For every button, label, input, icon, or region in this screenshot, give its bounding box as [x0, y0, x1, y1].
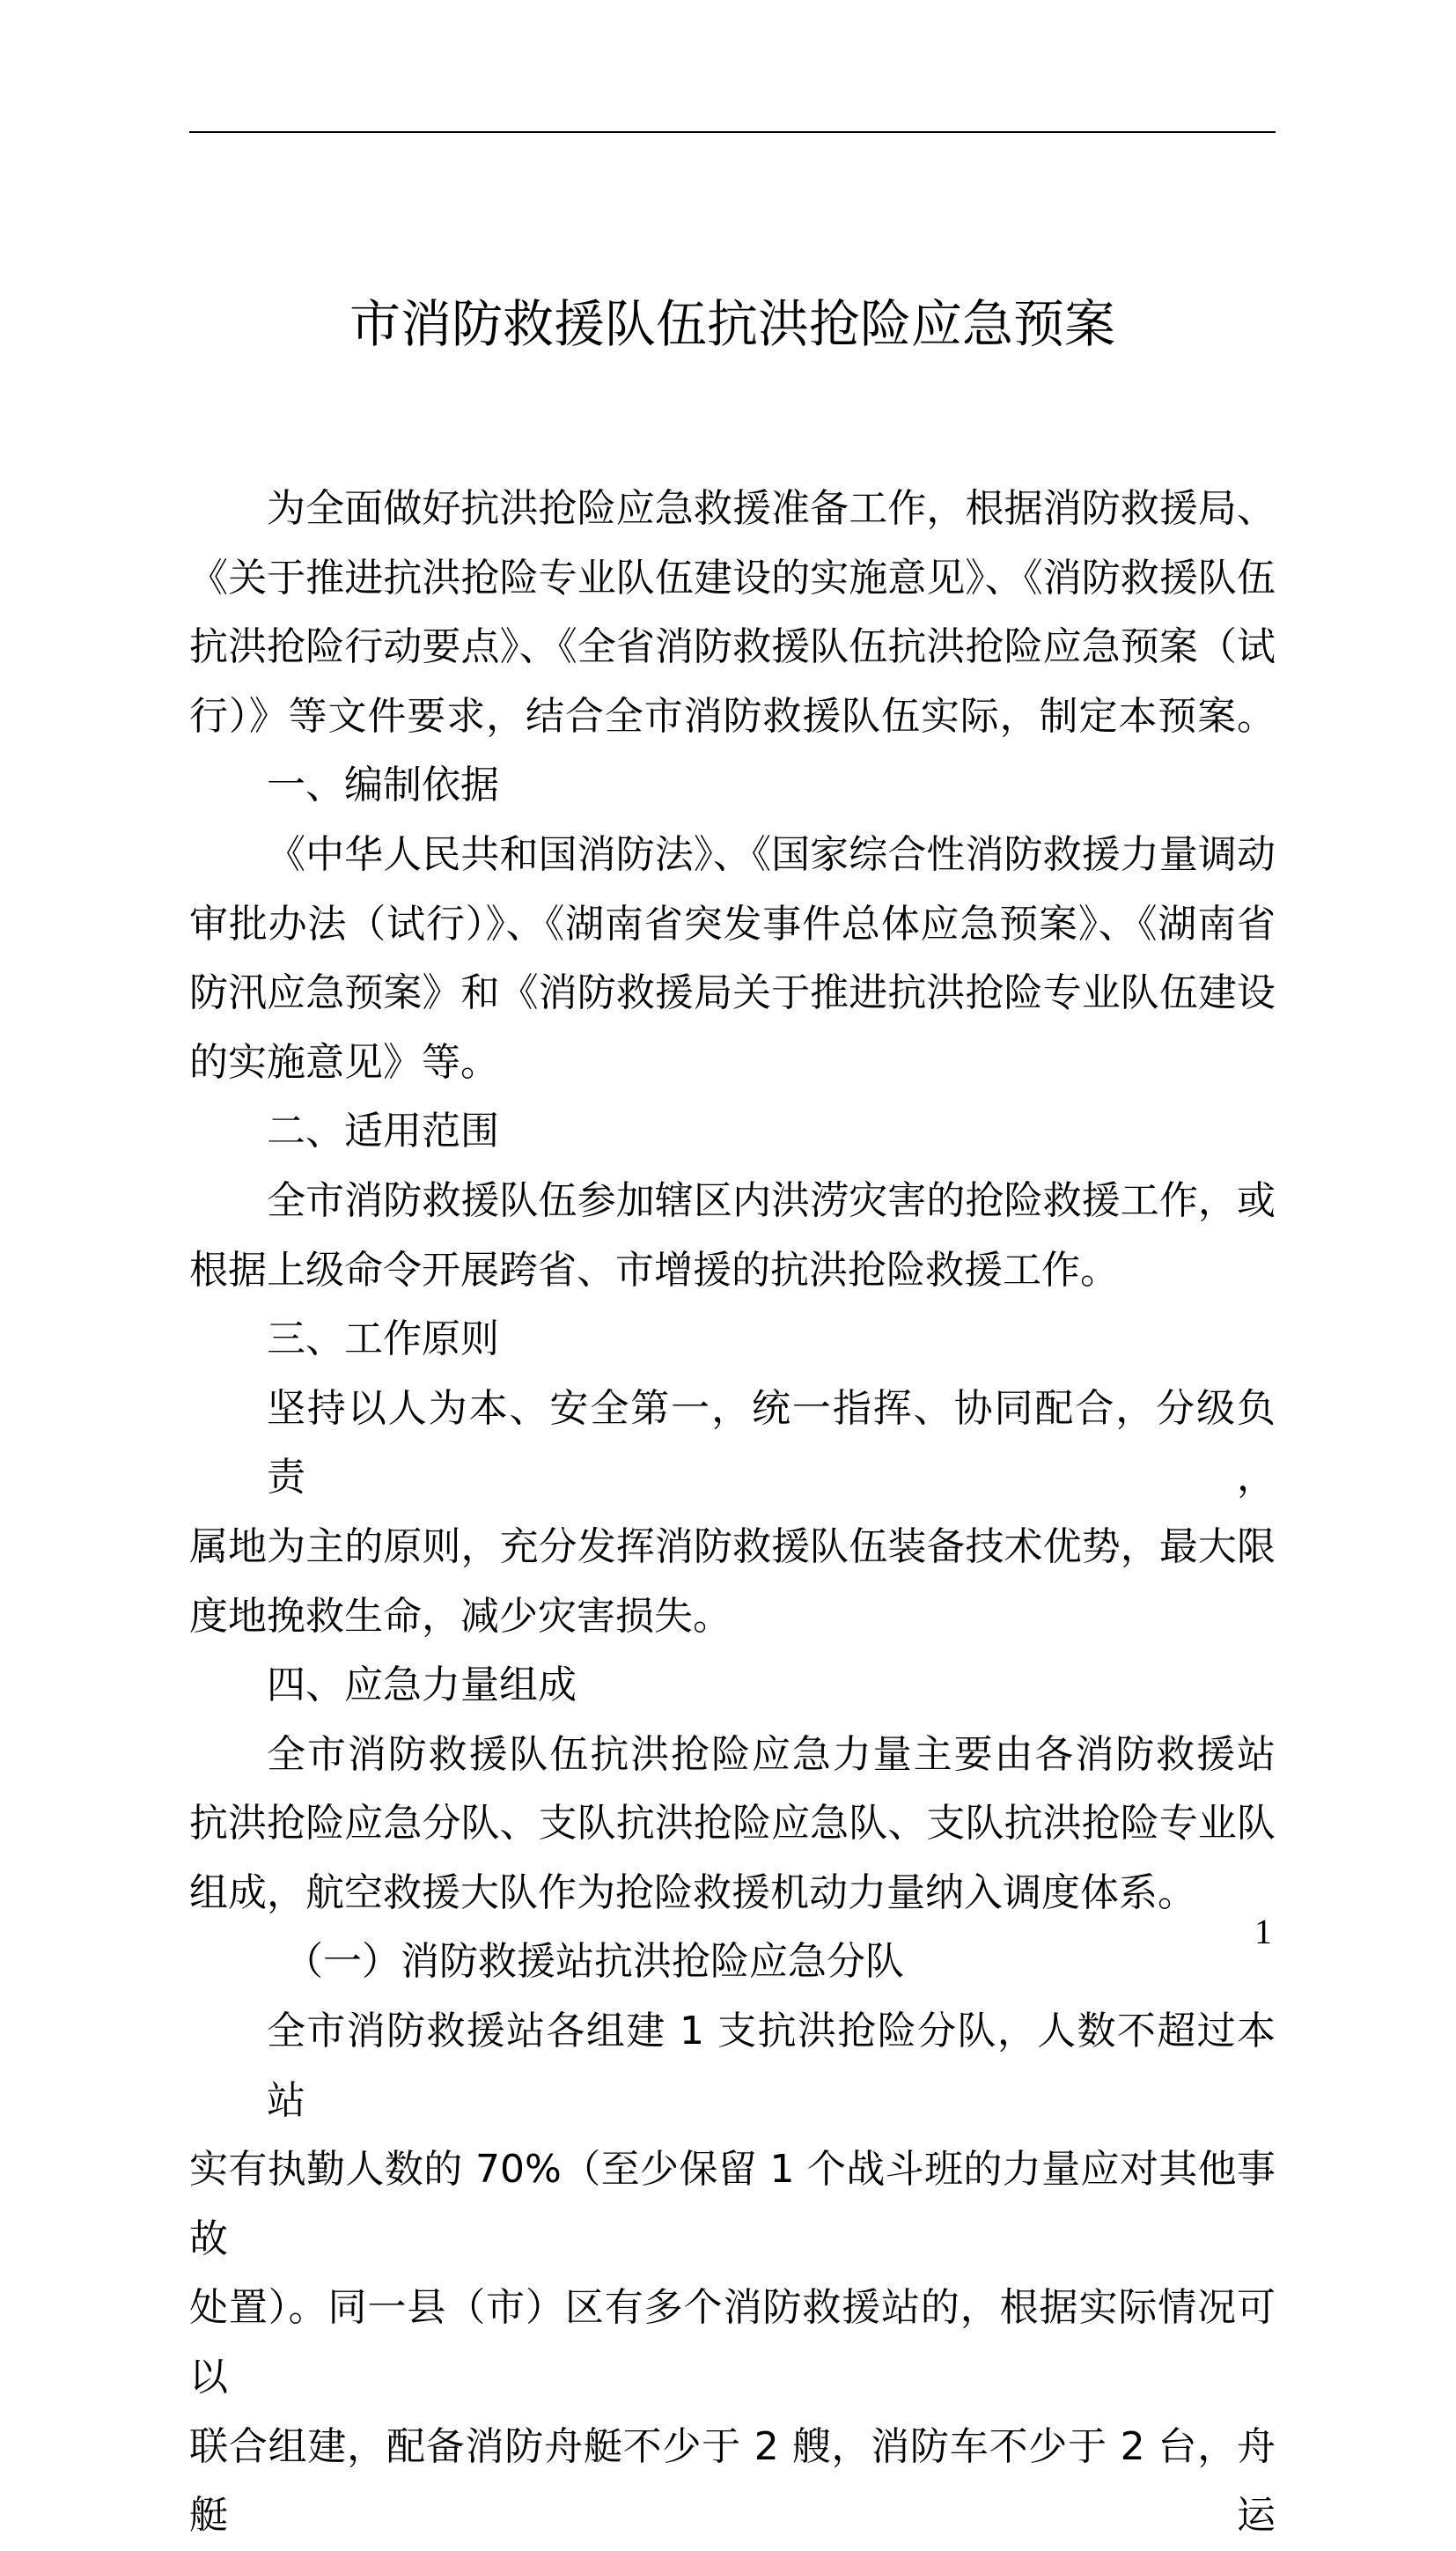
text-line: 根据上级命令开展跨省、市增援的抗洪抢险救援工作。: [189, 1247, 1119, 1293]
text-line: 行）》等文件要求，结合全市消防救援队伍实际，制定本预案。: [189, 693, 1276, 739]
text-line: 全市消防救援站各组建 1 支抗洪抢险分队，人数不超过本站: [267, 2009, 1276, 2123]
text-line: 联合组建，配备消防舟艇不少于 2 艘，消防车不少于 2 台，舟艇运: [189, 2423, 1276, 2539]
text-line: 二、适用范围: [267, 1109, 499, 1154]
header-rule: [189, 131, 1276, 133]
text-line: 《中华人民共和国消防法》、《国家综合性消防救援力量调动: [267, 831, 1276, 877]
text-line: 的实施意见》等。: [189, 1039, 499, 1085]
text-line: 属地为主的原则，充分发挥消防救援队伍装备技术优势，最大限: [189, 1523, 1276, 1569]
text-line: 一、编制依据: [267, 763, 499, 808]
text-line: 抗洪抢险应急分队、支队抗洪抢险应急队、支队抗洪抢险专业队: [189, 1801, 1276, 1847]
text-line: 《关于推进抗洪抢险专业队伍建设的实施意见》、《消防救援队伍: [189, 555, 1276, 601]
text-line: 实有执勤人数的 70%（至少保留 1 个战斗班的力量应对其他事故: [189, 2147, 1276, 2261]
text-line: 全市消防救援队伍参加辖区内洪涝灾害的抢险救援工作，或: [267, 1177, 1276, 1223]
text-line: 防汛应急预案》和《消防救援局关于推进抗洪抢险专业队伍建设: [189, 970, 1276, 1016]
document-body: [189, 475, 1276, 2551]
text-line: （一）消防救援站抗洪抢险应急分队: [284, 1939, 904, 1985]
text-line: 三、工作原则: [267, 1316, 499, 1362]
text-line: 为全面做好抗洪抢险应急救援准备工作，根据消防救援局、: [267, 486, 1276, 531]
text-line: 四、应急力量组成: [267, 1663, 577, 1708]
page-number: 1: [1254, 1912, 1272, 1951]
document-title: 市消防救援队伍抗洪抢险应急预案: [349, 294, 1115, 354]
text-line: 坚持以人为本、安全第一，统一指挥、协同配合，分级负责，: [267, 1385, 1276, 1500]
text-line: 组成，航空救援大队作为抢险救援机动力量纳入调度体系。: [189, 1869, 1196, 1915]
text-line: 度地挽救生命，减少灾害损失。: [189, 1593, 732, 1639]
text-line: 审批办法（试行）》、《湖南省突发事件总体应急预案》、《湖南省: [189, 901, 1276, 947]
text-line: 处置）。同一县（市）区有多个消防救援站的，根据实际情况可以: [189, 2285, 1276, 2400]
text-line: 全市消防救援队伍抗洪抢险应急力量主要由各消防救援站: [267, 1731, 1276, 1777]
text-line: 抗洪抢险行动要点》、《全省消防救援队伍抗洪抢险应急预案（试: [189, 624, 1276, 670]
